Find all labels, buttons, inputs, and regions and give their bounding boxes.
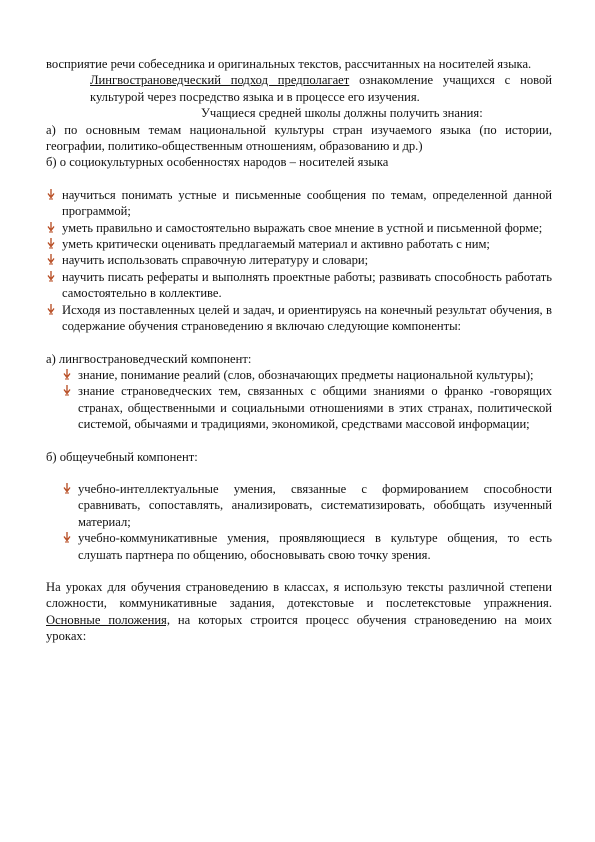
- arrow-down-bullet-icon: [46, 270, 56, 282]
- component-b-heading: б) общеучебный компонент:: [46, 449, 198, 464]
- approach-paragraph: [46, 72, 552, 105]
- arrow-down-bullet-icon: [46, 253, 56, 265]
- arrow-down-bullet-icon: [46, 303, 56, 315]
- list-item: уметь правильно и самостоятельно выражать свое мнение в устной и письменной форме;: [46, 220, 552, 236]
- list-item: научить использовать справочную литературу и словари;: [46, 252, 552, 268]
- arrow-down-bullet-icon: [46, 237, 56, 249]
- knowledge-item-a: а) по основным темам национальной культуры стран изучаемого языка (по истории, географии, политико-общественным отношениям, образованию и др.): [46, 122, 552, 154]
- arrow-down-bullet-icon: [62, 482, 72, 494]
- component-a-heading: а) лингвострановедческий компонент:: [46, 351, 252, 366]
- list-item: знание страноведческих тем, связанных с общими знаниями о франко -говорящих странах, общественными и социальными отношениями в этих странах, политической системой, обычаями и традициями, экономикой, средствами массовой информации;: [62, 383, 552, 432]
- component-a-list: [46, 367, 552, 433]
- list-item: учебно-коммуникативные умения, проявляющиеся в культуре общения, то есть слушать партнера по общению, обосновывать свою точку зрения.: [62, 530, 552, 563]
- arrow-down-bullet-icon: [46, 221, 56, 233]
- document-page: [46, 56, 552, 645]
- key-points-link: Основные положения,: [46, 612, 171, 627]
- list-item: научиться понимать устные и письменные сообщения по темам, определенной данной программой;: [46, 187, 552, 220]
- approach-rest: ознакомление учащихся с новой культурой через посредство языка и в процессе его изучения.: [90, 73, 553, 104]
- knowledge-item-b: б) о социокультурных особенностях народов – носителей языка: [46, 155, 389, 170]
- list-item: знание, понимание реалий (слов, обозначающих предметы национальной культуры);: [62, 367, 552, 383]
- arrow-down-bullet-icon: [62, 368, 72, 380]
- list-item: Исходя из поставленных целей и задач, и ориентируясь на конечный результат обучения, в содержание обучения страноведению я включаю следующие компоненты:: [46, 302, 552, 335]
- intro-line: восприятие речи собеседника и оригинальных текстов, рассчитанных на носителей языка.: [46, 57, 532, 71]
- arrow-down-bullet-icon: [62, 384, 72, 396]
- list-item: учебно-интеллектуальные умения, связанные с формированием способности сравнивать, сопоставлять, анализировать, систематизировать, обобщать изученный материал;: [62, 481, 552, 530]
- arrow-down-bullet-icon: [46, 188, 56, 200]
- arrow-down-bullet-icon: [62, 531, 72, 543]
- knowledge-intro: Учащиеся средней школы должны получить знания:: [201, 106, 483, 121]
- closing-paragraph: На уроках для обучения страноведению в классах, я использую тексты различной степени сложности, коммуникативные задания, дотекстовые и послетекстовые упражнения. Основные положения, на которых строится процесс обучения страноведению на моих уроках:: [46, 579, 553, 644]
- list-item: научить писать рефераты и выполнять проектные работы; развивать способность работать самостоятельно в коллективе.: [46, 269, 552, 302]
- approach-subject: Лингвострановедческий подход предполагает: [90, 73, 350, 88]
- skills-list: [46, 187, 552, 335]
- list-item: уметь критически оценивать предлагаемый материал и активно работать с ним;: [46, 236, 552, 252]
- component-b-list: [46, 481, 552, 563]
